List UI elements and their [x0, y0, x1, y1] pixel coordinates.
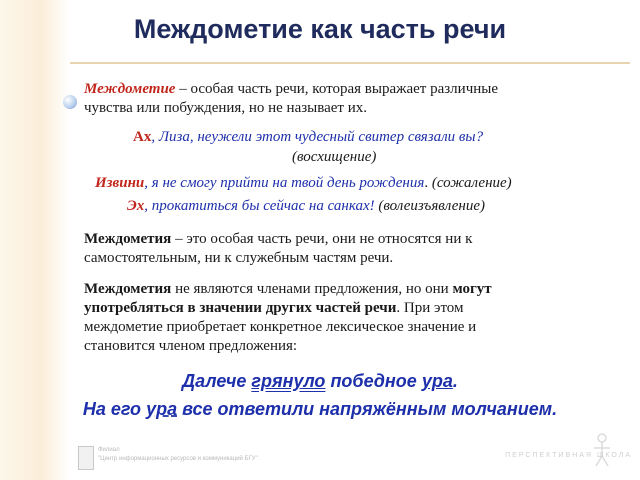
para1-line-2: самостоятельным, ни к служебным частям речи. — [84, 250, 394, 266]
example-sentence-1 — [0, 371, 640, 392]
example-3-text: , прокатиться бы сейчас на санках! — [144, 198, 375, 214]
sentence-1-part-a: Далече — [182, 371, 252, 391]
watermark-figure-icon — [490, 430, 620, 468]
sentence-1-predicate: грянуло — [251, 371, 326, 391]
title-divider — [70, 62, 630, 64]
sentence-2-object: ура — [146, 399, 178, 419]
definition-text-1: – особая часть речи, которая выражает различные — [175, 81, 498, 97]
definition-term: Междометие — [84, 81, 176, 97]
slide-title: Междометие как часть речи — [133, 14, 507, 44]
example-3-note: (волеизъявление) — [378, 198, 485, 214]
example-2 — [95, 174, 512, 193]
example-2-dot: . — [424, 175, 429, 191]
example-sentence-2 — [0, 399, 640, 420]
example-3-word: Эх — [127, 198, 145, 214]
para2-line-4: становится членом предложения: — [84, 338, 298, 354]
example-3 — [127, 197, 485, 216]
watermark-text: ПЕРСПЕКТИВНАЯ ШКОЛА — [505, 452, 632, 459]
example-2-note: (сожаление) — [431, 175, 512, 191]
para2-text-2: . При этом — [396, 300, 464, 316]
example-1 — [133, 128, 483, 147]
para2-bold-usage: употребляться в значении других частей речи — [84, 300, 397, 316]
para1-term: Междометия — [84, 231, 172, 247]
bullet-bead-icon — [63, 95, 77, 109]
sentence-1-period: . — [452, 371, 458, 391]
para2-term: Междометия — [84, 281, 172, 297]
definition-line-1 — [84, 80, 498, 99]
example-1-note: (восхищение) — [292, 149, 377, 165]
para1-text-1: – это особая часть речи, они не относятся ни к — [171, 231, 473, 247]
para1-line-1 — [84, 230, 472, 249]
footer-logo-icon — [78, 446, 94, 470]
definition-line-2: чувства или побуждения, но не называет их. — [84, 100, 368, 116]
para2-line-2 — [84, 299, 464, 318]
para2-text-1: не являются членами предложения, но они — [171, 281, 453, 297]
sentence-1-part-c: победное — [325, 371, 422, 391]
sentence-1-subject: ура — [421, 371, 453, 391]
para2-line-1 — [84, 280, 492, 299]
sentence-2-part-a: На его — [82, 399, 147, 419]
example-2-word: Извини — [95, 175, 145, 191]
example-1-word: Ах — [133, 129, 152, 145]
footer-line-2: "Центр информационных ресурсов и коммуникаций БГУ" — [98, 456, 258, 462]
para2-line-3: междометие приобретает конкретное лексическое значение и — [84, 319, 477, 335]
example-2-text: , я не смогу прийти на твой день рождения — [144, 175, 425, 191]
example-1-text: , Лиза, неужели этот чудесный свитер связали вы? — [151, 129, 484, 145]
sentence-2-part-c: все ответили напряжённым молчанием. — [177, 399, 558, 419]
footer-text — [98, 446, 258, 464]
footer-line-1: Филиал — [98, 447, 120, 453]
para2-bold-can: могут — [452, 281, 492, 297]
